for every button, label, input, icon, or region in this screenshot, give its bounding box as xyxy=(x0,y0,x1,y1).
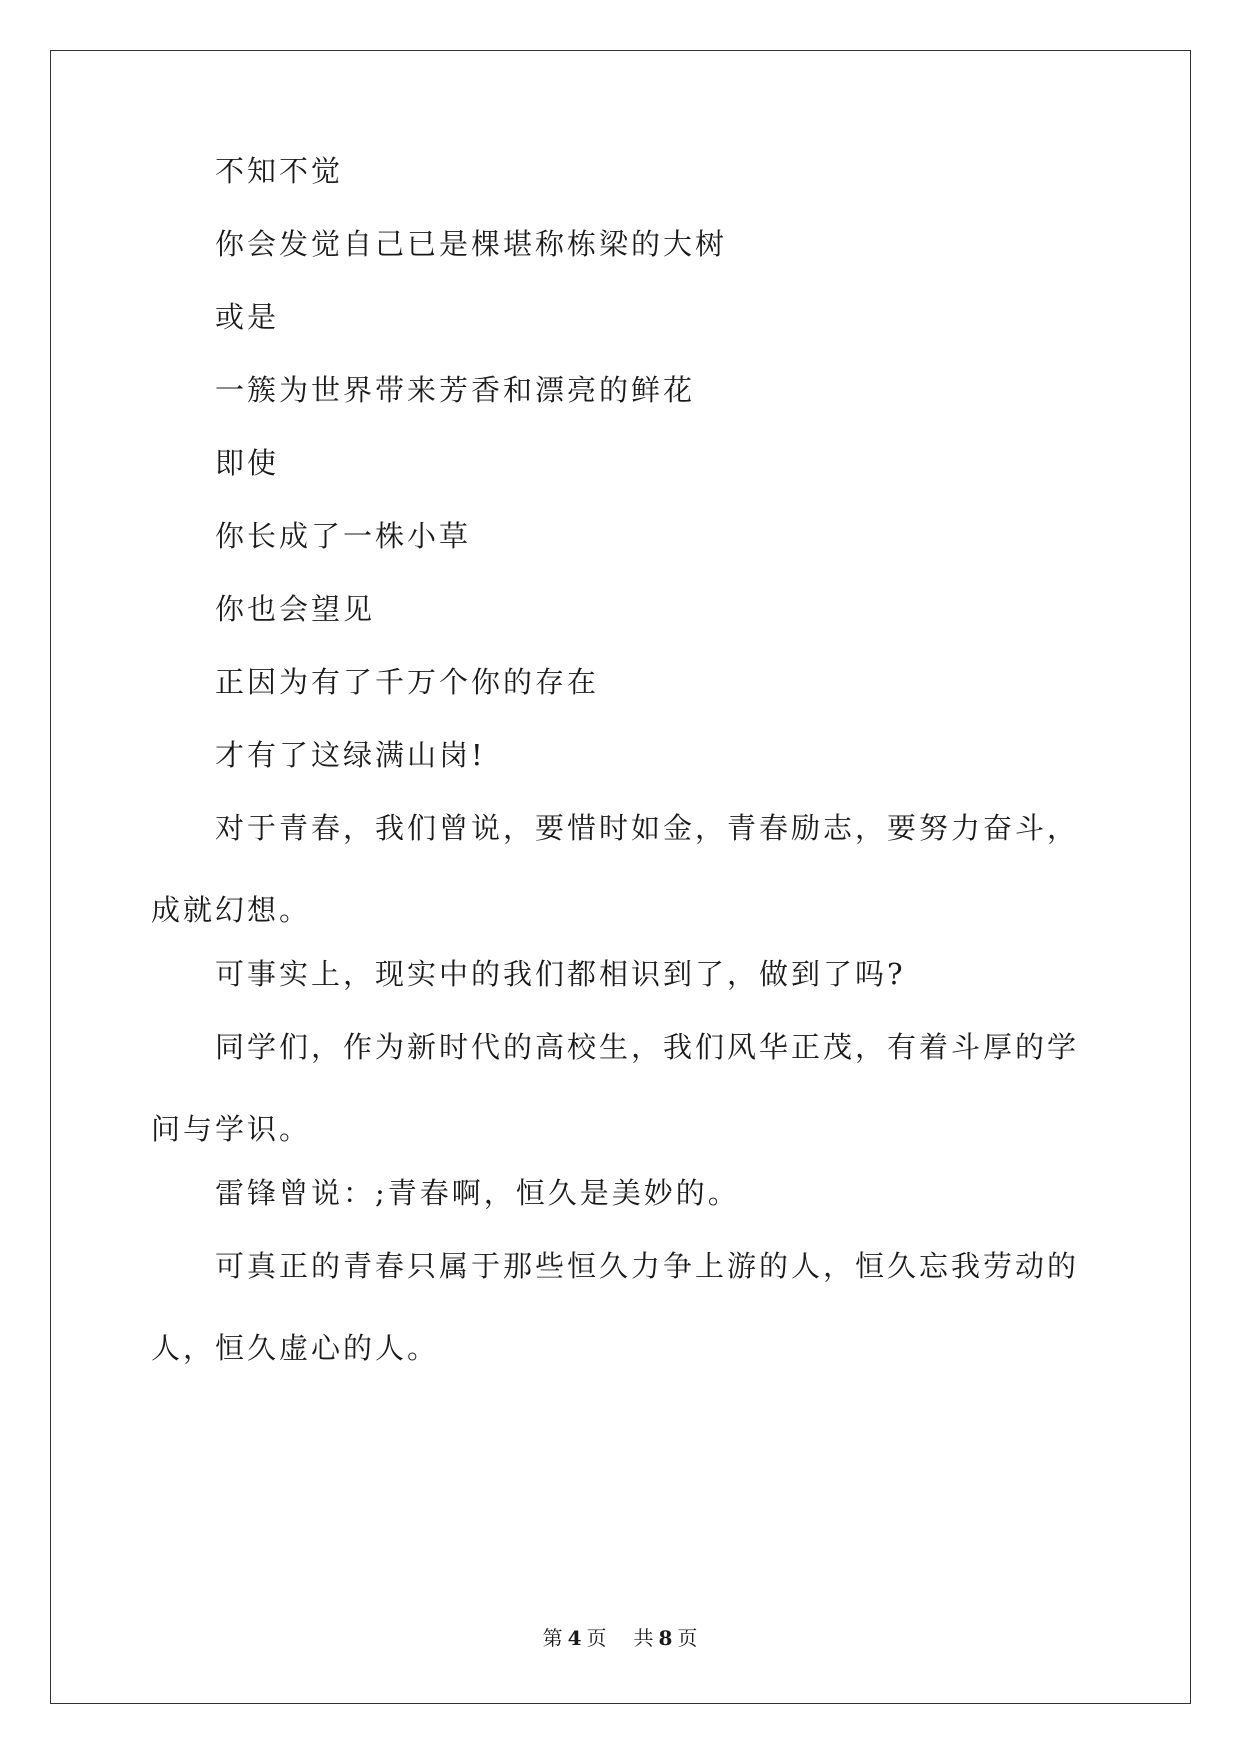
body-paragraph: 雷锋曾说：;青春啊，恒久是美妙的。 xyxy=(215,1176,740,1210)
page-unit: 页 xyxy=(586,1626,608,1650)
poem-line: 即使 xyxy=(215,446,280,480)
poem-line: 才有了这绿满山岗! xyxy=(215,738,486,772)
total-unit: 页 xyxy=(677,1626,699,1650)
poem-line: 正因为有了千万个你的存在 xyxy=(215,665,600,699)
poem-line: 你也会望见 xyxy=(215,592,376,626)
page-prefix: 第 xyxy=(542,1626,564,1650)
poem-line: 一簇为世界带来芳香和漂亮的鲜花 xyxy=(215,373,696,407)
page-footer xyxy=(0,1622,1241,1651)
total-prefix: 共 xyxy=(633,1626,655,1650)
body-paragraph: 对于青春，我们曾说，要惜时如金，青春励志，要努力奋斗，成就幻想。 xyxy=(151,811,1080,927)
body-paragraph: 同学们，作为新时代的高校生，我们风华正茂，有着斗厚的学问与学识。 xyxy=(151,1030,1080,1146)
poem-line: 你会发觉自己已是棵堪称栋梁的大树 xyxy=(215,227,728,261)
poem-line: 你长成了一株小草 xyxy=(215,519,472,553)
body-paragraph: 可事实上，现实中的我们都相识到了，做到了吗? xyxy=(215,957,906,991)
poem-line: 或是 xyxy=(215,300,280,334)
total-page-number: 8 xyxy=(658,1626,674,1650)
poem-line: 不知不觉 xyxy=(215,154,344,188)
body-paragraph: 可真正的青春只属于那些恒久力争上游的人，恒久忘我劳动的人，恒久虚心的人。 xyxy=(151,1249,1080,1365)
current-page-number: 4 xyxy=(567,1626,583,1650)
